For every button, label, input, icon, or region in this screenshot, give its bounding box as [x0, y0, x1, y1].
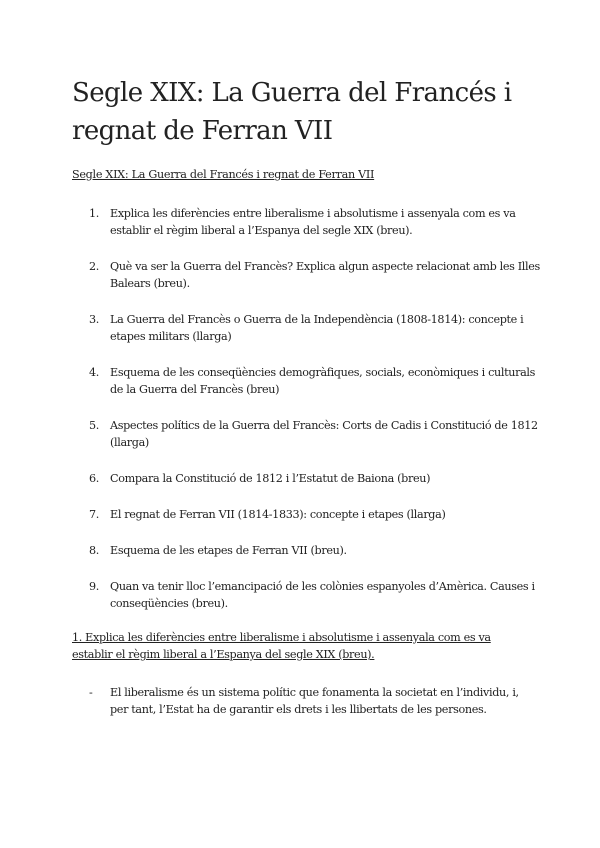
question-number: 1.: [89, 207, 99, 220]
question-text: Explica les diferències entre liberalisme i absolutisme i assenyala com es va establir el règim liberal a l’Espanya del segle XIX (breu).: [110, 207, 516, 237]
question-number: 4.: [89, 366, 99, 379]
question-item: [72, 542, 542, 559]
question-text: Compara la Constitució de 1812 i l’Estatut de Baiona (breu): [110, 472, 431, 485]
bullet-dash: -: [89, 686, 93, 699]
question-number: 2.: [89, 260, 99, 273]
page-title: Segle XIX: La Guerra del Francés i regnat de Ferran VII: [72, 78, 512, 146]
question-number: 7.: [89, 508, 99, 521]
question-item: [72, 364, 542, 398]
bullet-text: El liberalisme és un sistema polític que fonamenta la societat en l’individu, i, per tant, l’Estat ha de garantir els drets i les llibertats de les persones.: [110, 686, 519, 716]
bullet-list: [72, 684, 532, 718]
question-item: [72, 258, 542, 292]
question-number: 5.: [89, 419, 99, 432]
question-item: [72, 311, 542, 345]
question-number: 8.: [89, 544, 99, 557]
question-item: [72, 506, 542, 523]
document-subtitle: Segle XIX: La Guerra del Francés i regnat de Ferran VII: [72, 168, 375, 181]
question-text: Aspectes polítics de la Guerra del Francès: Corts de Cadis i Constitució de 1812 (llarga): [110, 419, 538, 449]
question-number: 6.: [89, 472, 99, 485]
question-number: 9.: [89, 580, 99, 593]
question-item: [72, 205, 542, 239]
question-number: 3.: [89, 313, 99, 326]
question-list: [72, 205, 542, 631]
question-text: El regnat de Ferran VII (1814-1833): concepte i etapes (llarga): [110, 508, 446, 521]
question-text: La Guerra del Francès o Guerra de la Independència (1808-1814): concepte i etapes militars (llarga): [110, 313, 524, 343]
question-text: Quan va tenir lloc l’emancipació de les colònies espanyoles d’Amèrica. Causes i conseqüències (breu).: [110, 580, 535, 610]
question-text: Esquema de les etapes de Ferran VII (breu).: [110, 544, 347, 557]
question-text: Esquema de les conseqüències demogràfiques, socials, econòmiques i culturals de la Guerra del Francès (breu): [110, 366, 536, 396]
question-item: [72, 417, 542, 451]
question-item: [72, 578, 542, 612]
bullet-item: [72, 684, 532, 718]
section-heading: 1. Explica les diferències entre liberalisme i absolutisme i assenyala com es va establir el règim liberal a l’Espanya del segle XIX (breu).: [72, 631, 491, 661]
question-item: [72, 470, 542, 487]
question-text: Què va ser la Guerra del Francès? Explica algun aspecte relacionat amb les Illes Balears (breu).: [110, 260, 540, 290]
